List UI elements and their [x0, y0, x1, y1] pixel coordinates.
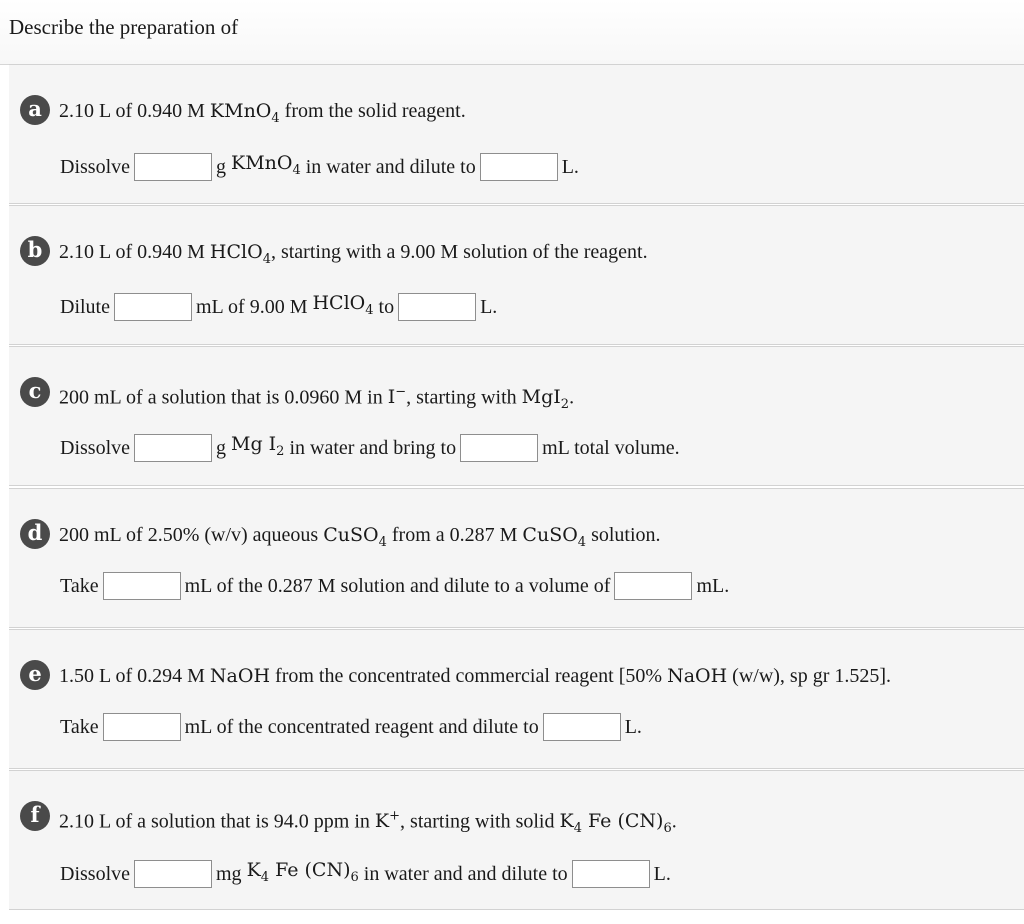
formula: Mg $I_2$ [231, 433, 285, 459]
question-text: 2.10 L of 0.940 M [59, 100, 205, 122]
answer-text: to [378, 295, 395, 318]
question-text: from a 0.287 M [391, 524, 518, 546]
part-b-volume-input[interactable] [114, 293, 192, 321]
part-a-answer-row [60, 147, 579, 187]
part-c-question: 200 mL of a solution that is 0.0960 M in I−, starting with MgI$_2$. [59, 385, 575, 413]
part-f-volume-input[interactable] [572, 860, 650, 888]
part-b-badge: b [20, 236, 50, 266]
unit-label: L. [653, 862, 671, 885]
question-text: solution. [591, 524, 661, 546]
answer-text: in water and and dilute to [363, 862, 568, 885]
question-text: 1.50 L of 0.294 M [59, 665, 205, 687]
formula: MgI$_2$ [521, 386, 570, 413]
part-f-question: 2.10 L of a solution that is 94.0 ppm in K+, starting with solid $K_4$ Fe $(CN)_6$. [59, 809, 677, 837]
unit-label: L. [480, 295, 498, 318]
part-d-volume-input[interactable] [103, 572, 181, 600]
answer-label: Dissolve [60, 155, 130, 178]
part-b-answer-row [60, 287, 497, 327]
part-c-answer-row [60, 428, 680, 468]
formula: HClO$_4$ [209, 241, 271, 267]
question-text: 200 mL of a solution that is 0.0960 M in [59, 386, 383, 409]
part-e-question [59, 663, 891, 689]
unit-label: mL. [696, 575, 730, 597]
ion: K+ [374, 809, 401, 833]
answer-text: in water and dilute to [305, 155, 476, 178]
unit-label: mL total volume. [542, 436, 680, 459]
unit-label: g [216, 436, 226, 459]
unit-label: mg [216, 862, 242, 885]
unit-label: g [216, 155, 226, 178]
part-d-badge: d [20, 519, 50, 549]
part-a-mass-input[interactable] [134, 153, 212, 181]
part-e-badge: e [20, 660, 50, 690]
part-d-answer-row [60, 570, 729, 602]
question-text: , starting with a 9.00 M solution of the reagent. [270, 241, 648, 263]
answer-text: mL of the 0.287 M solution and dilute to a volume of [184, 575, 611, 597]
ion: I− [387, 385, 407, 409]
part-f-badge: f [20, 801, 50, 831]
part-b-section [9, 205, 1024, 345]
formula: KMnO$_4$ [209, 100, 280, 126]
question-text: from the concentrated commercial reagent [50% [275, 665, 663, 687]
part-d-final-volume-input[interactable] [614, 572, 692, 600]
part-a-badge: a [20, 95, 50, 125]
formula: HClO$_4$ [312, 292, 374, 318]
formula: NaOH [667, 665, 728, 687]
answer-text: mL of the concentrated reagent and dilute to [184, 716, 539, 738]
answer-label: Dilute [60, 295, 110, 318]
part-a-section [9, 64, 1024, 204]
part-b-final-volume-input[interactable] [398, 293, 476, 321]
question-text: 2.10 L of a solution that is 94.0 ppm in [59, 810, 370, 833]
part-b-question [59, 239, 648, 273]
question-text: , starting with solid [400, 810, 555, 833]
formula: CuSO$_4$ [323, 524, 387, 550]
part-f-section [9, 770, 1024, 910]
formula: NaOH [209, 665, 271, 687]
answer-label: Dissolve [60, 436, 130, 459]
page-header [0, 0, 1024, 65]
part-a-volume-input[interactable] [480, 153, 558, 181]
formula: KMnO$_4$ [231, 152, 301, 178]
unit-label: L. [624, 716, 642, 738]
formula: $K_4$ Fe $(CN)_6$ [246, 859, 359, 885]
part-f-answer-row [60, 854, 671, 894]
answer-text: in water and bring to [289, 436, 457, 459]
answer-label: Take [60, 716, 99, 738]
question-text: from the solid reagent. [284, 100, 466, 122]
unit-label: L. [561, 155, 579, 178]
question-text: 200 mL of 2.50% (w/v) aqueous [59, 524, 319, 546]
part-d-section [9, 488, 1024, 628]
part-c-section [9, 346, 1024, 486]
question-text: , starting with [406, 386, 517, 409]
page-title: Describe the preparation of [9, 15, 239, 39]
answer-label: Dissolve [60, 862, 130, 885]
part-d-question [59, 522, 661, 556]
part-c-volume-input[interactable] [460, 434, 538, 462]
part-e-volume-input[interactable] [103, 713, 181, 741]
part-f-mass-input[interactable] [134, 860, 212, 888]
part-e-answer-row [60, 711, 642, 743]
formula: $K_4$ Fe $(CN)_6$ [559, 810, 672, 837]
answer-text: mL of 9.00 M [196, 295, 308, 318]
formula: CuSO$_4$ [522, 524, 587, 550]
question-text: (w/w), sp gr 1.525]. [732, 665, 892, 687]
question-text: 2.10 L of 0.940 M [59, 241, 205, 263]
part-e-section [9, 629, 1024, 769]
part-e-final-volume-input[interactable] [543, 713, 621, 741]
part-c-badge: c [20, 377, 50, 407]
part-c-mass-input[interactable] [134, 434, 212, 462]
answer-label: Take [60, 575, 99, 597]
part-a-question [59, 98, 466, 132]
